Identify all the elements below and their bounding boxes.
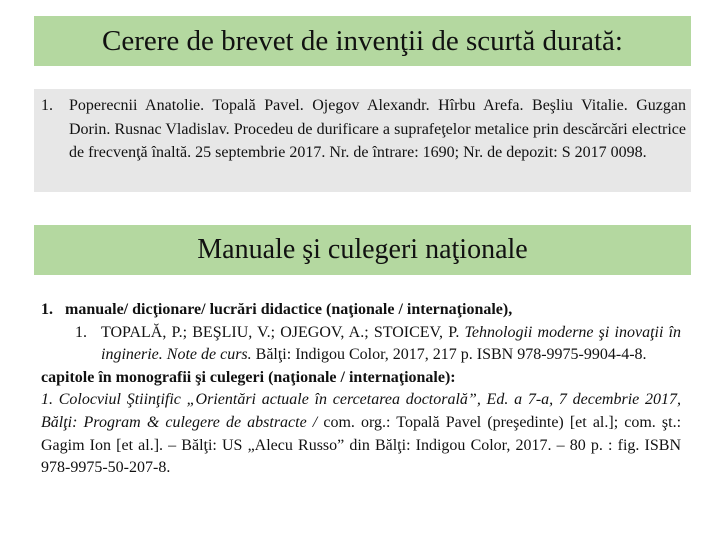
top-banner-title: Cerere de brevet de invenţii de scurtă durată: <box>102 25 623 57</box>
section-number: 1. <box>41 301 53 318</box>
chapters-entry <box>41 389 681 479</box>
bottom-banner-title: Manuale şi culegeri naţionale <box>197 234 528 265</box>
chapters-entry-italic: 1. Colocviul Ştiinţific „Orientări actuale în cercetarea doctorală”, Ed. a 7-a, 7 decembrie 2017, Bălţi: Program & culegere de abstracte / <box>41 391 681 431</box>
bottom-banner <box>34 225 691 275</box>
manuals-section <box>41 299 681 480</box>
reference-authors: TOPALĂ, P.; BEŞLIU, V.; OJEGOV, A.; STOICEV, P. <box>101 323 460 341</box>
patent-entry <box>41 94 686 165</box>
reference-entry <box>75 322 681 367</box>
section-heading <box>41 299 681 322</box>
chapters-entry-details: com. org.: Topală Pavel (preşedinte) [et al.]; com. şt.: Gagim Ion [et al.]. – Bălţi: US „Alecu Russo” din Bălţi: Indigou Color, 2017. – 80 p. : fig. ISBN 978-9975-50-207-8. <box>41 413 682 477</box>
section-title: manuale/ dicţionare/ lucrări didactice (naţionale / internaţionale), <box>65 301 513 318</box>
patent-number: 1. <box>41 97 53 114</box>
reference-title: Tehnologii moderne şi inovaţii în inginerie. Note de curs. <box>101 323 682 364</box>
reference-details: Bălţi: Indigou Color, 2017, 217 p. ISBN 978-9975-9904-4-8. <box>255 346 647 364</box>
reference-number: 1. <box>75 323 87 341</box>
top-banner <box>34 16 691 66</box>
patent-text: Poperecnii Anatolie. Topală Pavel. Ojegov Alexandr. Hîrbu Arefa. Beşliu Vitalie. Guzgan Dorin. Rusnac Vladislav. Procedeu de durificare a suprafeţelor metalice prin descărcări electrice de frecvenţă înaltă. 25 septembrie 2017. Nr. de întrare: 1690; Nr. de depozit: S 2017 0098. <box>69 97 686 161</box>
chapters-subheading: capitole în monografii şi culegeri (naţionale / internaţionale): <box>41 368 456 386</box>
